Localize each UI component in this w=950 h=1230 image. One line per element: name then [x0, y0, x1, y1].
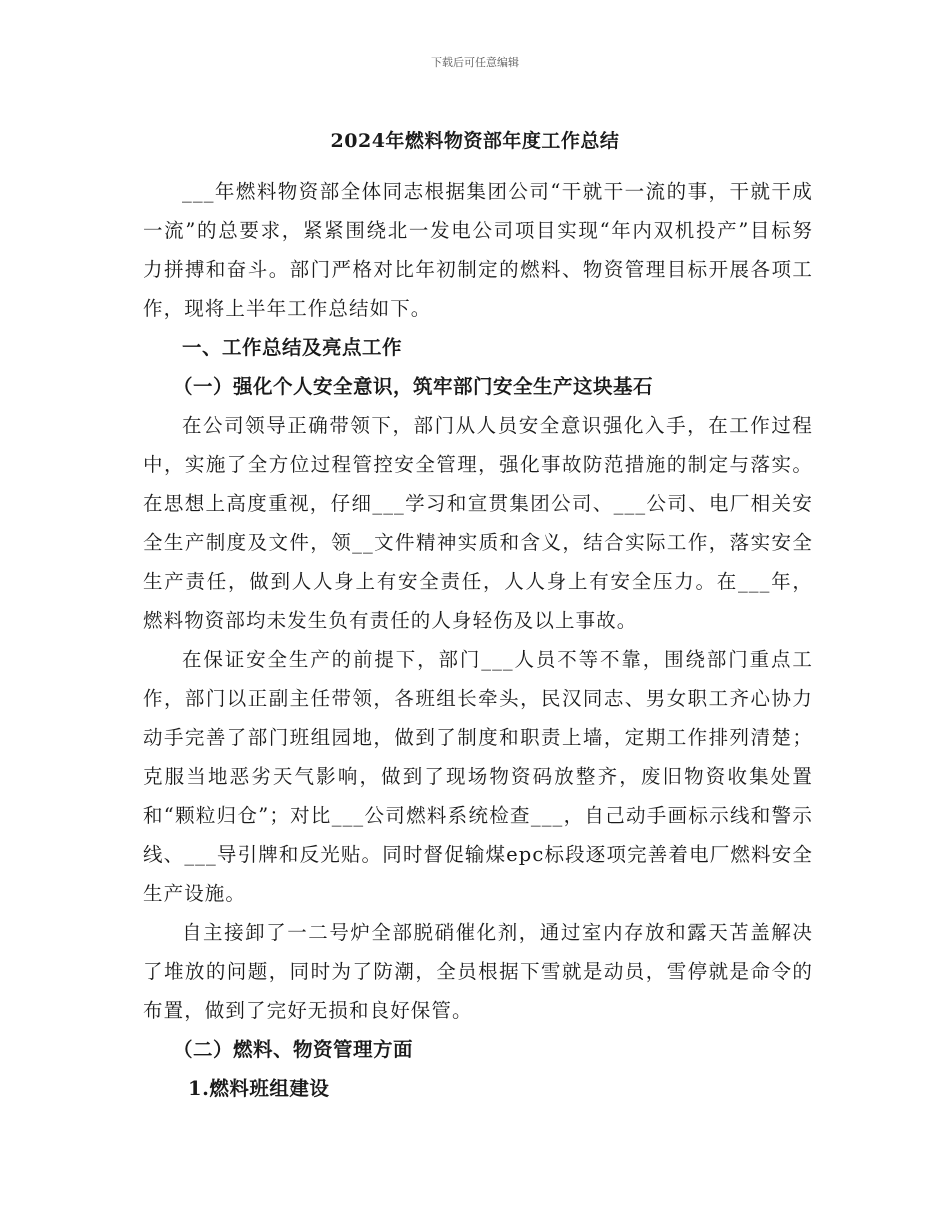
intro-paragraph: ___年燃料物资部全体同志根据集团公司“干就干一流的事，干就干成一流”的总要求，紧紧围绕北一发电公司项目实现“年内双机投产”目标努力拼搏和奋斗。部门严格对比年初制定的燃料、物资管理目标开展各项工作，现将上半年工作总结如下。	[143, 180, 813, 320]
section-heading-1: 一、工作总结及亮点工作	[182, 336, 403, 359]
header-note: 下载后可任意编辑	[431, 56, 519, 69]
subsection-heading-2: （二）燃料、物资管理方面	[173, 1038, 414, 1061]
document-title: 2024年燃料物资部年度工作总结	[330, 130, 620, 152]
catalyst-paragraph: 自主接卸了一二号炉全部脱硝催化剂，通过室内存放和露天苫盖解决了堆放的问题，同时为了防潮，全员根据下雪就是动员，雪停就是命令的布置，做到了完好无损和良好保管。	[143, 921, 813, 1022]
document-body	[143, 172, 813, 1108]
sub-item-heading-1: 1.燃料班组建设	[188, 1077, 330, 1100]
subsection-heading-1: （一）强化个人安全意识，筑牢部门安全生产这块基石	[173, 375, 654, 398]
production-paragraph: 在保证安全生产的前提下，部门___人员不等不靠，围绕部门重点工作，部门以正副主任带领，各班组长牵头，民汉同志、男女职工齐心协力动手完善了部门班组园地，做到了制度和职责上墙，定期工作排列清楚；克服当地恶劣天气影响，做到了现场物资码放整齐，废旧物资收集处置和“颗粒归仓”；对比___公司燃料系统检查___，自己动手画标示线和警示线、___导引牌和反光贴。同时督促输煤epc标段逐项完善着电厂燃料安全生产设施。	[143, 648, 813, 905]
safety-paragraph: 在公司领导正确带领下，部门从人员安全意识强化入手，在工作过程中，实施了全方位过程管控安全管理，强化事故防范措施的制定与落实。在思想上高度重视，仔细___学习和宣贯集团公司、___公司、电厂相关安全生产制度及文件，领__文件精神实质和含义，结合实际工作，落实安全生产责任，做到人人身上有安全责任，人人身上有安全压力。在___年，燃料物资部均未发生负有责任的人身轻伤及以上事故。	[143, 414, 813, 632]
